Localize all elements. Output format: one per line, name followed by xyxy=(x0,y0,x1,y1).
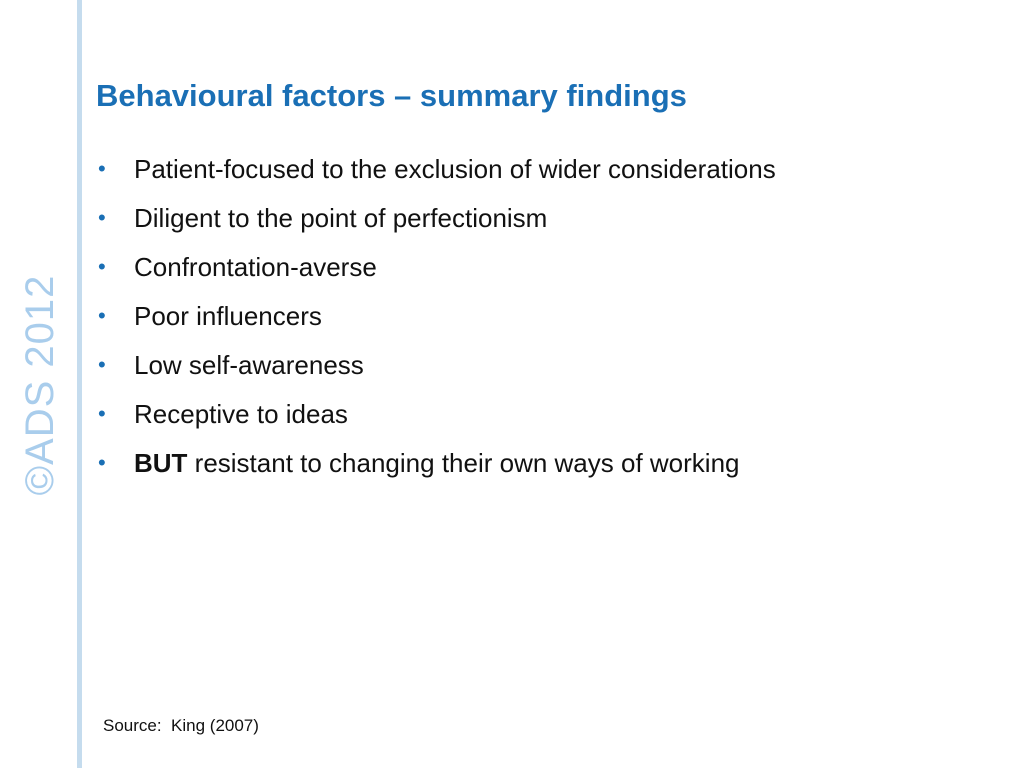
bullet-body: Confrontation-averse xyxy=(134,252,377,282)
side-rule xyxy=(77,0,82,768)
bullet-dot-icon: • xyxy=(98,450,106,475)
slide-title: Behavioural factors – summary findings xyxy=(96,78,687,113)
source-citation: Source: King (2007) xyxy=(103,716,259,735)
bullet-text xyxy=(134,443,740,483)
bullet-dot-icon: • xyxy=(98,254,106,279)
bullet-dot-icon: • xyxy=(98,352,106,377)
bullet-dot-icon: • xyxy=(98,205,106,230)
bullet-body: resistant to changing their own ways of working xyxy=(187,448,740,478)
bullet-text xyxy=(134,394,348,434)
bullet-body: Low self-awareness xyxy=(134,350,364,380)
bullet-dot-icon: • xyxy=(98,303,106,328)
bullet-dot-icon: • xyxy=(98,401,106,426)
bullet-text xyxy=(134,296,322,336)
bullet-text xyxy=(134,198,547,238)
bullet-body: Diligent to the point of perfectionism xyxy=(134,203,548,233)
bullet-body: Poor influencers xyxy=(134,301,322,331)
bullet-body: Patient-focused to the exclusion of wider considerations xyxy=(134,154,776,184)
bullet-text xyxy=(134,345,364,385)
copyright-watermark: ©ADS 2012 xyxy=(18,274,62,496)
bullet-emphasis: BUT xyxy=(134,448,188,478)
bullet-body: Receptive to ideas xyxy=(134,399,348,429)
bullet-dot-icon: • xyxy=(98,156,106,181)
bullet-text xyxy=(134,149,776,189)
bullet-text xyxy=(134,247,377,287)
